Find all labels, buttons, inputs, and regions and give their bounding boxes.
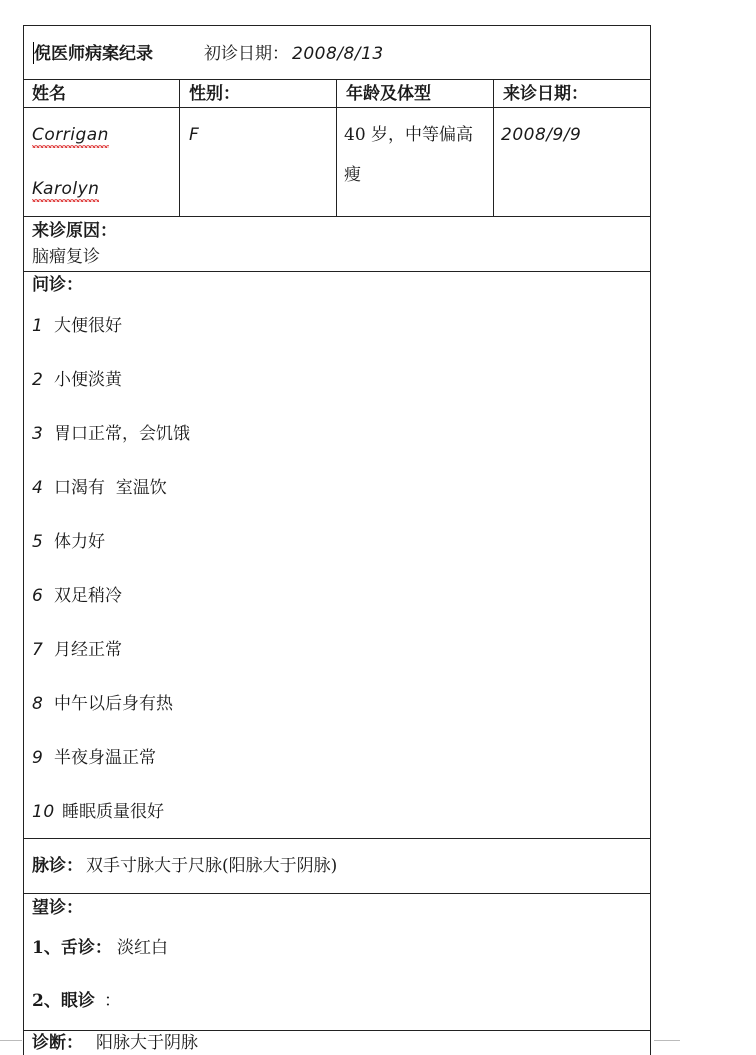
inquiry-item-text: 大便很好 xyxy=(54,316,122,336)
patient-age-line1: 40 岁，中等偏高 xyxy=(344,125,474,145)
patient-sex: F xyxy=(189,125,200,145)
page-margin-mark xyxy=(654,1040,680,1041)
patient-age-line2: 瘦 xyxy=(344,165,361,185)
header-sex: 性别： xyxy=(189,84,240,104)
inquiry-item-text: 胃口正常，会饥饿 xyxy=(54,424,190,444)
patient-name-line2: Karolyn xyxy=(32,179,99,202)
inquiry-item-number: 9 xyxy=(32,748,44,768)
inquiry-item-number: 3 xyxy=(32,424,44,444)
inquiry-item-text: 中午以后身有热 xyxy=(54,694,173,714)
inquiry-label: 问诊： xyxy=(32,275,83,295)
inquiry-item-number: 10 xyxy=(32,802,55,822)
row-divider xyxy=(24,838,650,839)
header-age: 年龄及体型 xyxy=(346,84,431,104)
visit-date: 2008/9/9 xyxy=(501,125,582,145)
medical-record-table xyxy=(23,25,651,1055)
diagnosis-value: 阳脉大于阴脉 xyxy=(96,1033,198,1053)
eye-label: 2、眼诊 xyxy=(32,991,95,1011)
column-divider xyxy=(336,79,337,216)
reason-value: 脑瘤复诊 xyxy=(32,247,100,267)
row-divider xyxy=(24,1030,650,1031)
tongue-label: 1、舌诊： xyxy=(32,938,112,958)
row-divider xyxy=(24,216,650,217)
inquiry-item-number: 8 xyxy=(32,694,44,714)
column-divider xyxy=(493,79,494,216)
first-visit-date: 2008/8/13 xyxy=(292,44,384,64)
reason-label: 来诊原因： xyxy=(32,221,117,241)
inquiry-item-number: 2 xyxy=(32,370,44,390)
inquiry-item-text: 双足稍冷 xyxy=(54,586,122,606)
page-margin-mark xyxy=(0,1040,22,1041)
first-visit-label: 初诊日期： xyxy=(204,44,289,64)
header-name: 姓名 xyxy=(32,84,66,104)
row-divider xyxy=(24,107,650,108)
inquiry-item-number: 7 xyxy=(32,640,44,660)
diagnosis-label: 诊断： xyxy=(32,1033,83,1053)
inquiry-item-text: 小便淡黄 xyxy=(54,370,122,390)
header-visit-date: 来诊日期： xyxy=(503,84,588,104)
inquiry-item-number: 4 xyxy=(32,478,44,498)
pulse-label: 脉诊： xyxy=(32,856,83,876)
column-divider xyxy=(179,79,180,216)
pulse-value: 双手寸脉大于尺脉(阳脉大于阴脉) xyxy=(86,856,338,876)
row-divider xyxy=(24,271,650,272)
inquiry-item-text: 体力好 xyxy=(54,532,105,552)
inquiry-item-text: 睡眠质量很好 xyxy=(62,802,164,822)
inquiry-item-text: 口渴有 室温饮 xyxy=(54,478,167,498)
inquiry-item-text: 月经正常 xyxy=(54,640,122,660)
inquiry-item-number: 6 xyxy=(32,586,44,606)
inquiry-item-number: 5 xyxy=(32,532,44,552)
observation-label: 望诊： xyxy=(32,898,83,918)
tongue-value: 淡红白 xyxy=(117,938,168,958)
inquiry-item-number: 1 xyxy=(32,316,44,336)
row-divider xyxy=(24,79,650,80)
row-divider xyxy=(24,893,650,894)
eye-value: ： xyxy=(104,991,121,1011)
record-title: 倪医师病案纪录 xyxy=(34,44,153,64)
patient-name-line1: Corrigan xyxy=(32,125,109,148)
inquiry-item-text: 半夜身温正常 xyxy=(54,748,156,768)
